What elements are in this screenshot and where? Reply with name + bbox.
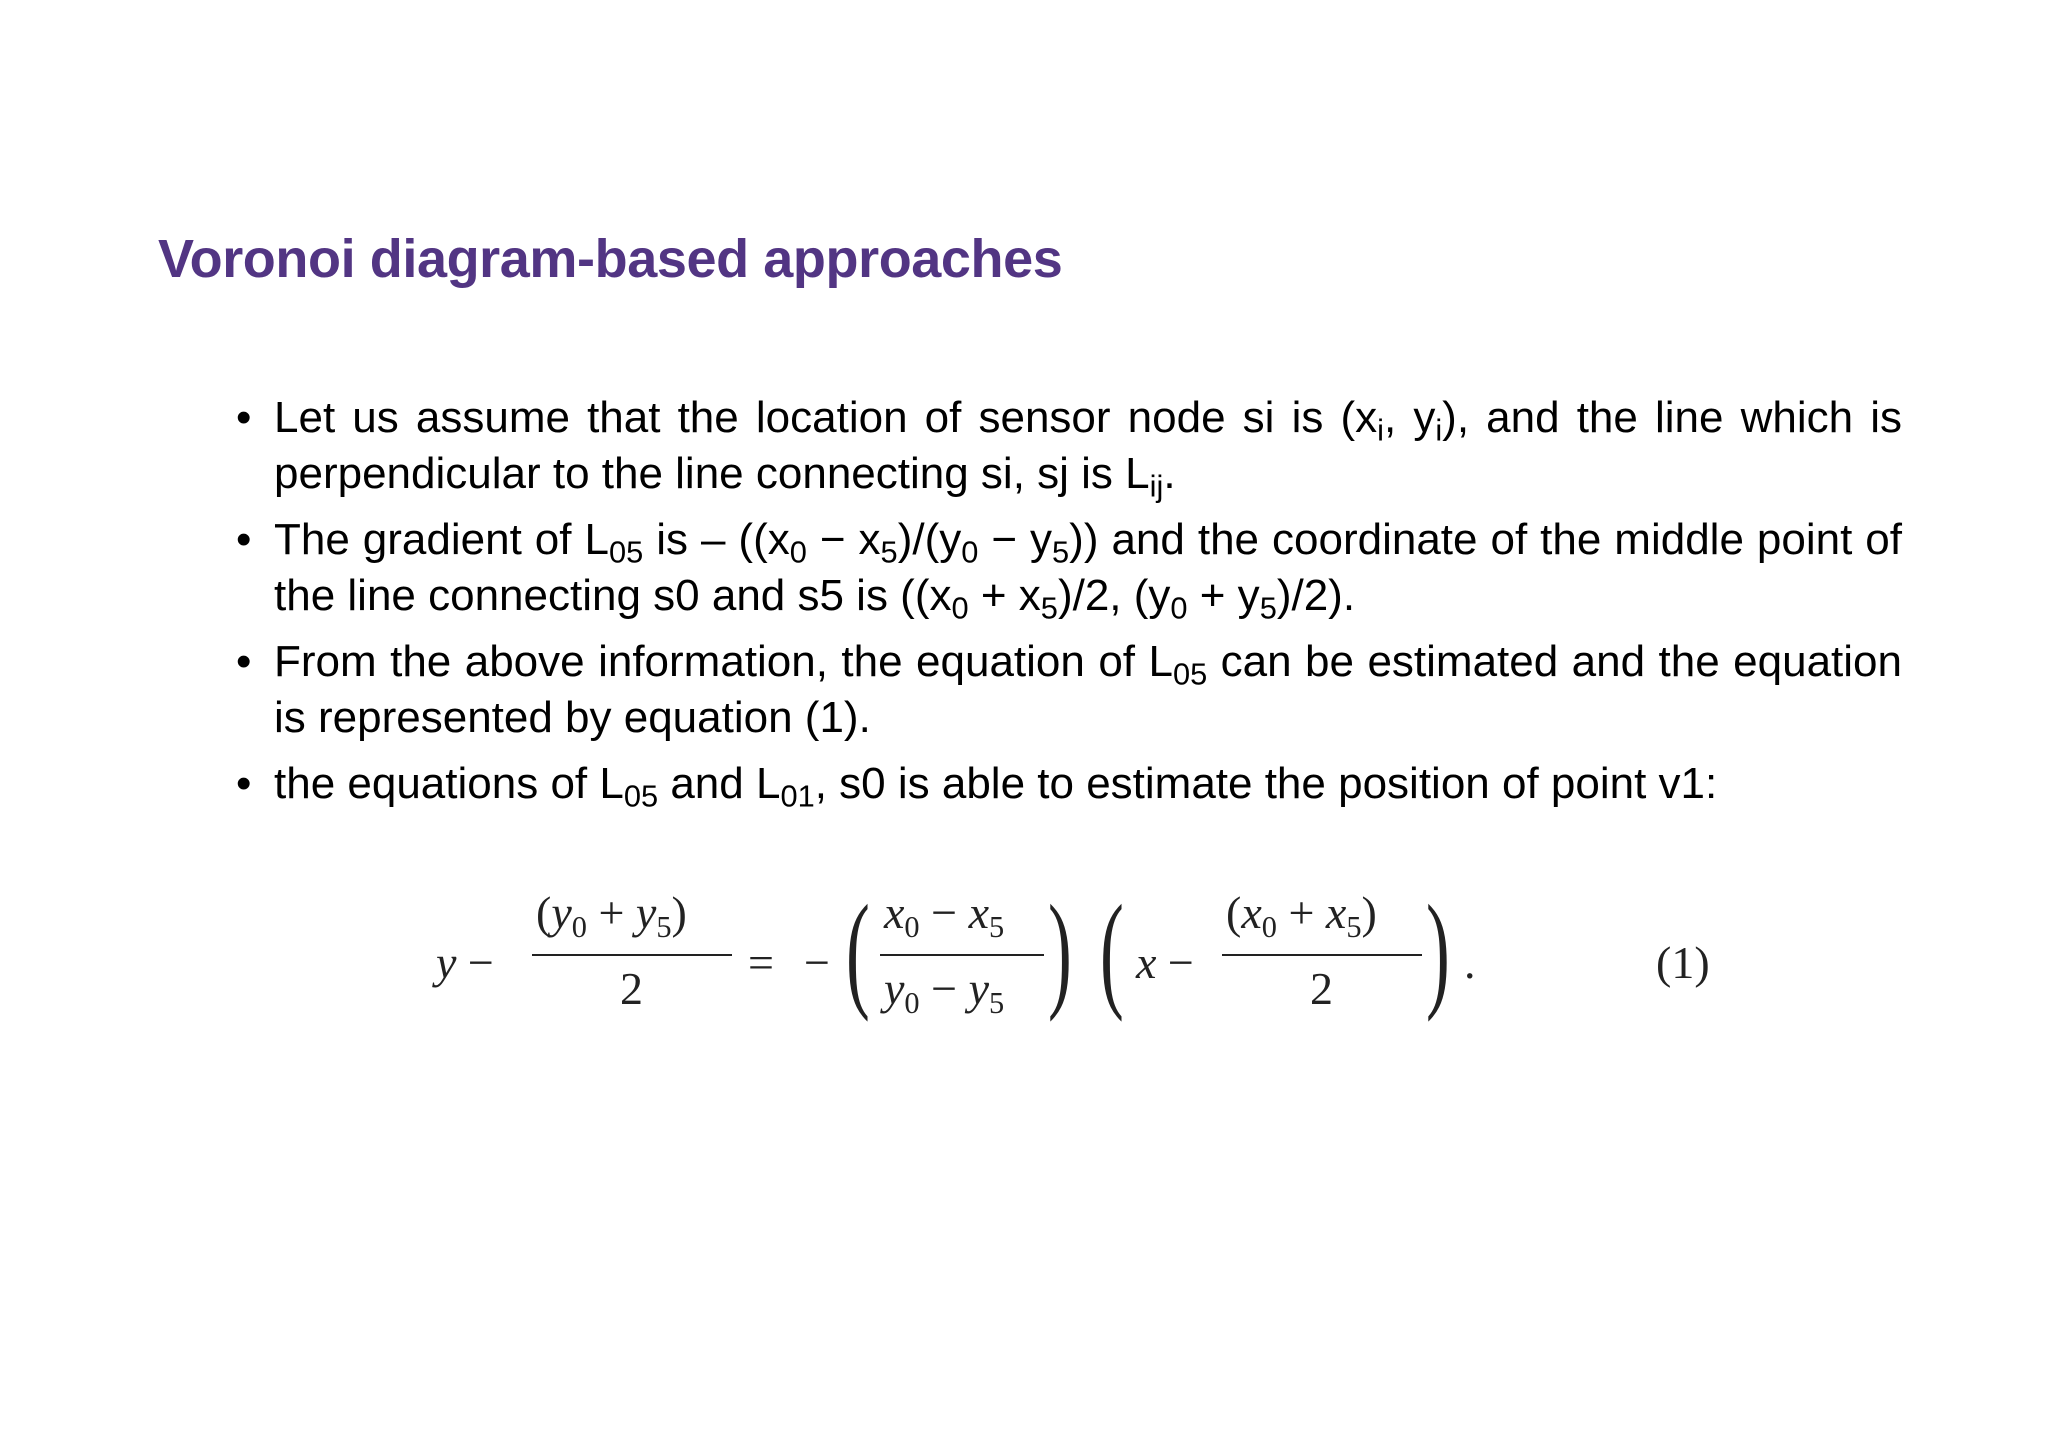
equation-1: y − $(y_0 + y_5)$ 2 = − ( $x_0 - x_5$ $y_0 - y_5$ ) ( x − $(x_0 + x_5)$ 2 ) . (1)	[436, 879, 1710, 1023]
bullet-item: • The gradient of $L_{05}$ is – $((x_0 - x_5)/(y_0 - y_5))$ and the coordinate of the middle point of the line connecting s0 and s5 is ($(x_0 + x_5)/2$, $(y_0 + y_5)/2$).	[236, 512, 1902, 624]
bullet-item: • Let us assume that the location of sensor node si is ($x_i$, $y_i$), and the line which is perpendicular to the line connecting si, sj is $L_{ij}$.	[236, 390, 1902, 502]
bullet-dot-icon: •	[236, 393, 252, 442]
bullet-dot-icon: •	[236, 637, 252, 686]
bullet-item: • From the above information, the equation of $L_{05}$ can be estimated and the equation is represented by equation (1).	[236, 634, 1902, 746]
fraction-bar	[1222, 954, 1422, 956]
bullet-dot-icon: •	[236, 515, 252, 564]
bullet-item: • the equations of $L_{05}$ and $L_{01}$, s0 is able to estimate the position of point v1:	[236, 756, 1902, 812]
slide-title: Voronoi diagram-based approaches	[158, 229, 1063, 289]
equation-number: (1)	[1656, 937, 1710, 988]
bullet-list	[236, 390, 1902, 822]
fraction-bar	[532, 954, 732, 956]
fraction-bar	[880, 954, 1044, 956]
bullet-dot-icon: •	[236, 759, 252, 808]
